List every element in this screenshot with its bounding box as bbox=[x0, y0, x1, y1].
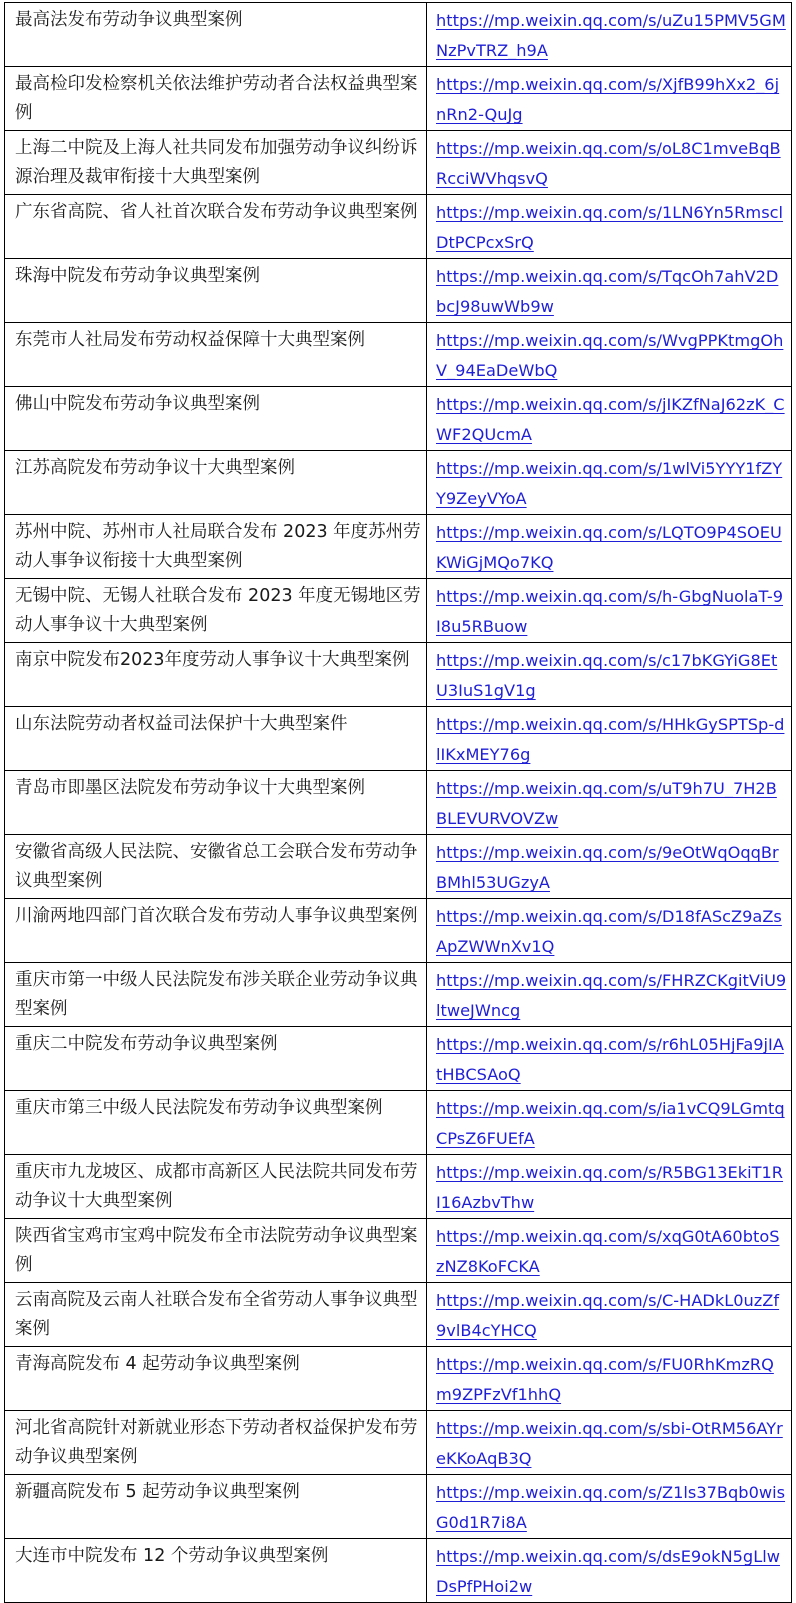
table-row bbox=[5, 195, 792, 259]
case-link-cell bbox=[427, 963, 792, 1027]
case-title: 陕西省宝鸡市宝鸡中院发布全市法院劳动争议典型案例 bbox=[5, 1219, 427, 1283]
case-link-cell bbox=[427, 1283, 792, 1347]
case-link[interactable]: https://mp.weixin.qq.com/s/R5BG13EkiT1RI16AzbvThw bbox=[436, 1163, 784, 1212]
case-link[interactable]: https://mp.weixin.qq.com/s/jIKZfNaJ62zK_CWF2QUcmA bbox=[436, 395, 785, 444]
case-link[interactable]: https://mp.weixin.qq.com/s/Z1ls37Bqb0wisG0d1R7i8A bbox=[436, 1483, 786, 1532]
case-link[interactable]: https://mp.weixin.qq.com/s/r6hL05HjFa9jIAtHBCSAoQ bbox=[436, 1035, 784, 1084]
table-row bbox=[5, 579, 792, 643]
case-link[interactable]: https://mp.weixin.qq.com/s/XjfB99hXx2_6jnRn2-QuJg bbox=[436, 75, 780, 124]
case-link[interactable]: https://mp.weixin.qq.com/s/FHRZCKgitViU9ltweJWncg bbox=[436, 971, 787, 1020]
case-link[interactable]: https://mp.weixin.qq.com/s/c17bKGYiG8EtU3IuS1gV1g bbox=[436, 651, 778, 700]
case-title: 新疆高院发布 5 起劳动争议典型案例 bbox=[5, 1475, 427, 1539]
case-link-cell bbox=[427, 1539, 792, 1603]
case-link-cell bbox=[427, 771, 792, 835]
case-link[interactable]: https://mp.weixin.qq.com/s/9eOtWqOqqBrBMhl53UGzyA bbox=[436, 843, 779, 892]
table-row bbox=[5, 67, 792, 131]
table-row bbox=[5, 259, 792, 323]
table-row bbox=[5, 643, 792, 707]
table-row bbox=[5, 1091, 792, 1155]
case-link-cell bbox=[427, 67, 792, 131]
case-title: 广东省高院、省人社首次联合发布劳动争议典型案例 bbox=[5, 195, 427, 259]
table-row bbox=[5, 131, 792, 195]
table-row bbox=[5, 707, 792, 771]
case-link-table bbox=[4, 2, 792, 1603]
case-link-cell bbox=[427, 579, 792, 643]
case-title: 青岛市即墨区法院发布劳动争议十大典型案例 bbox=[5, 771, 427, 835]
case-title: 重庆市第一中级人民法院发布涉关联企业劳动争议典型案例 bbox=[5, 963, 427, 1027]
table-row bbox=[5, 1347, 792, 1411]
table-row bbox=[5, 323, 792, 387]
case-link[interactable]: https://mp.weixin.qq.com/s/sbi-OtRM56AYreKKoAqB3Q bbox=[436, 1419, 783, 1468]
case-link-cell bbox=[427, 1475, 792, 1539]
case-link[interactable]: https://mp.weixin.qq.com/s/xqG0tA60btoSzNZ8KoFCKA bbox=[436, 1227, 780, 1276]
case-link-cell bbox=[427, 323, 792, 387]
case-link-cell bbox=[427, 1027, 792, 1091]
case-title: 川渝两地四部门首次联合发布劳动人事争议典型案例 bbox=[5, 899, 427, 963]
case-link-cell bbox=[427, 707, 792, 771]
case-link[interactable]: https://mp.weixin.qq.com/s/dsE9okN5gLlwDsPfPHoi2w bbox=[436, 1547, 780, 1596]
case-title: 重庆二中院发布劳动争议典型案例 bbox=[5, 1027, 427, 1091]
case-link[interactable]: https://mp.weixin.qq.com/s/1wlVi5YYY1fZYY9ZeyVYoA bbox=[436, 459, 783, 508]
case-title: 无锡中院、无锡人社联合发布 2023 年度无锡地区劳动人事争议十大典型案例 bbox=[5, 579, 427, 643]
case-link[interactable]: https://mp.weixin.qq.com/s/uT9h7U_7H2BBLEVURVOVZw bbox=[436, 779, 777, 828]
case-link-cell bbox=[427, 3, 792, 67]
case-title: 山东法院劳动者权益司法保护十大典型案件 bbox=[5, 707, 427, 771]
table-row bbox=[5, 3, 792, 67]
case-link-cell bbox=[427, 131, 792, 195]
case-title: 重庆市九龙坡区、成都市高新区人民法院共同发布劳动争议十大典型案例 bbox=[5, 1155, 427, 1219]
table-row bbox=[5, 1539, 792, 1603]
table-row bbox=[5, 1027, 792, 1091]
case-link[interactable]: https://mp.weixin.qq.com/s/WvgPPKtmgOhV_94EaDeWbQ bbox=[436, 331, 784, 380]
case-link[interactable]: https://mp.weixin.qq.com/s/ia1vCQ9LGmtqCPsZ6FUEfA bbox=[436, 1099, 785, 1148]
case-link-cell bbox=[427, 515, 792, 579]
table-row bbox=[5, 771, 792, 835]
case-link-cell bbox=[427, 835, 792, 899]
case-link-cell bbox=[427, 1347, 792, 1411]
case-link[interactable]: https://mp.weixin.qq.com/s/LQTO9P4SOEUKWiGjMQo7KQ bbox=[436, 523, 782, 572]
case-link[interactable]: https://mp.weixin.qq.com/s/D18fAScZ9aZsApZWWnXv1Q bbox=[436, 907, 782, 956]
case-title: 大连市中院发布 12 个劳动争议典型案例 bbox=[5, 1539, 427, 1603]
table-row bbox=[5, 1283, 792, 1347]
table-row bbox=[5, 515, 792, 579]
table-row bbox=[5, 963, 792, 1027]
case-link-cell bbox=[427, 1219, 792, 1283]
case-link[interactable]: https://mp.weixin.qq.com/s/oL8C1mveBqBRcciWVhqsvQ bbox=[436, 139, 781, 188]
table-row bbox=[5, 899, 792, 963]
case-title: 南京中院发布2023年度劳动人事争议十大典型案例 bbox=[5, 643, 427, 707]
case-title: 河北省高院针对新就业形态下劳动者权益保护发布劳动争议典型案例 bbox=[5, 1411, 427, 1475]
case-link[interactable]: https://mp.weixin.qq.com/s/uZu15PMV5GMNzPvTRZ_h9A bbox=[436, 11, 786, 60]
case-link[interactable]: https://mp.weixin.qq.com/s/1LN6Yn5RmsclDtPCPcxSrQ bbox=[436, 203, 784, 252]
case-title: 安徽省高级人民法院、安徽省总工会联合发布劳动争议典型案例 bbox=[5, 835, 427, 899]
case-link-cell bbox=[427, 259, 792, 323]
table-row bbox=[5, 451, 792, 515]
case-link-cell bbox=[427, 1091, 792, 1155]
case-title: 东莞市人社局发布劳动权益保障十大典型案例 bbox=[5, 323, 427, 387]
table-row bbox=[5, 387, 792, 451]
case-link[interactable]: https://mp.weixin.qq.com/s/HHkGySPTSp-dlIKxMEY76g bbox=[436, 715, 785, 764]
case-title: 珠海中院发布劳动争议典型案例 bbox=[5, 259, 427, 323]
case-title: 上海二中院及上海人社共同发布加强劳动争议纠纷诉源治理及裁审衔接十大典型案例 bbox=[5, 131, 427, 195]
case-link-cell bbox=[427, 195, 792, 259]
case-title: 最高检印发检察机关依法维护劳动者合法权益典型案例 bbox=[5, 67, 427, 131]
case-table-body bbox=[5, 3, 792, 1603]
case-title: 苏州中院、苏州市人社局联合发布 2023 年度苏州劳动人事争议衔接十大典型案例 bbox=[5, 515, 427, 579]
table-row bbox=[5, 1219, 792, 1283]
case-title: 青海高院发布 4 起劳动争议典型案例 bbox=[5, 1347, 427, 1411]
case-link[interactable]: https://mp.weixin.qq.com/s/h-GbgNuolaT-9I8u5RBuow bbox=[436, 587, 784, 636]
case-title: 佛山中院发布劳动争议典型案例 bbox=[5, 387, 427, 451]
table-row bbox=[5, 1411, 792, 1475]
table-row bbox=[5, 1475, 792, 1539]
case-link-cell bbox=[427, 1411, 792, 1475]
case-link-cell bbox=[427, 387, 792, 451]
case-link-cell bbox=[427, 899, 792, 963]
table-row bbox=[5, 835, 792, 899]
case-title: 云南高院及云南人社联合发布全省劳动人事争议典型案例 bbox=[5, 1283, 427, 1347]
table-row bbox=[5, 1155, 792, 1219]
case-link-cell bbox=[427, 451, 792, 515]
case-link-cell bbox=[427, 1155, 792, 1219]
case-link[interactable]: https://mp.weixin.qq.com/s/FU0RhKmzRQm9ZPFzVf1hhQ bbox=[436, 1355, 774, 1404]
case-link-cell bbox=[427, 643, 792, 707]
case-link[interactable]: https://mp.weixin.qq.com/s/C-HADkL0uzZf9vlB4cYHCQ bbox=[436, 1291, 780, 1340]
case-title: 重庆市第三中级人民法院发布劳动争议典型案例 bbox=[5, 1091, 427, 1155]
case-title: 最高法发布劳动争议典型案例 bbox=[5, 3, 427, 67]
case-title: 江苏高院发布劳动争议十大典型案例 bbox=[5, 451, 427, 515]
case-link[interactable]: https://mp.weixin.qq.com/s/TqcOh7ahV2DbcJ98uwWb9w bbox=[436, 267, 779, 316]
